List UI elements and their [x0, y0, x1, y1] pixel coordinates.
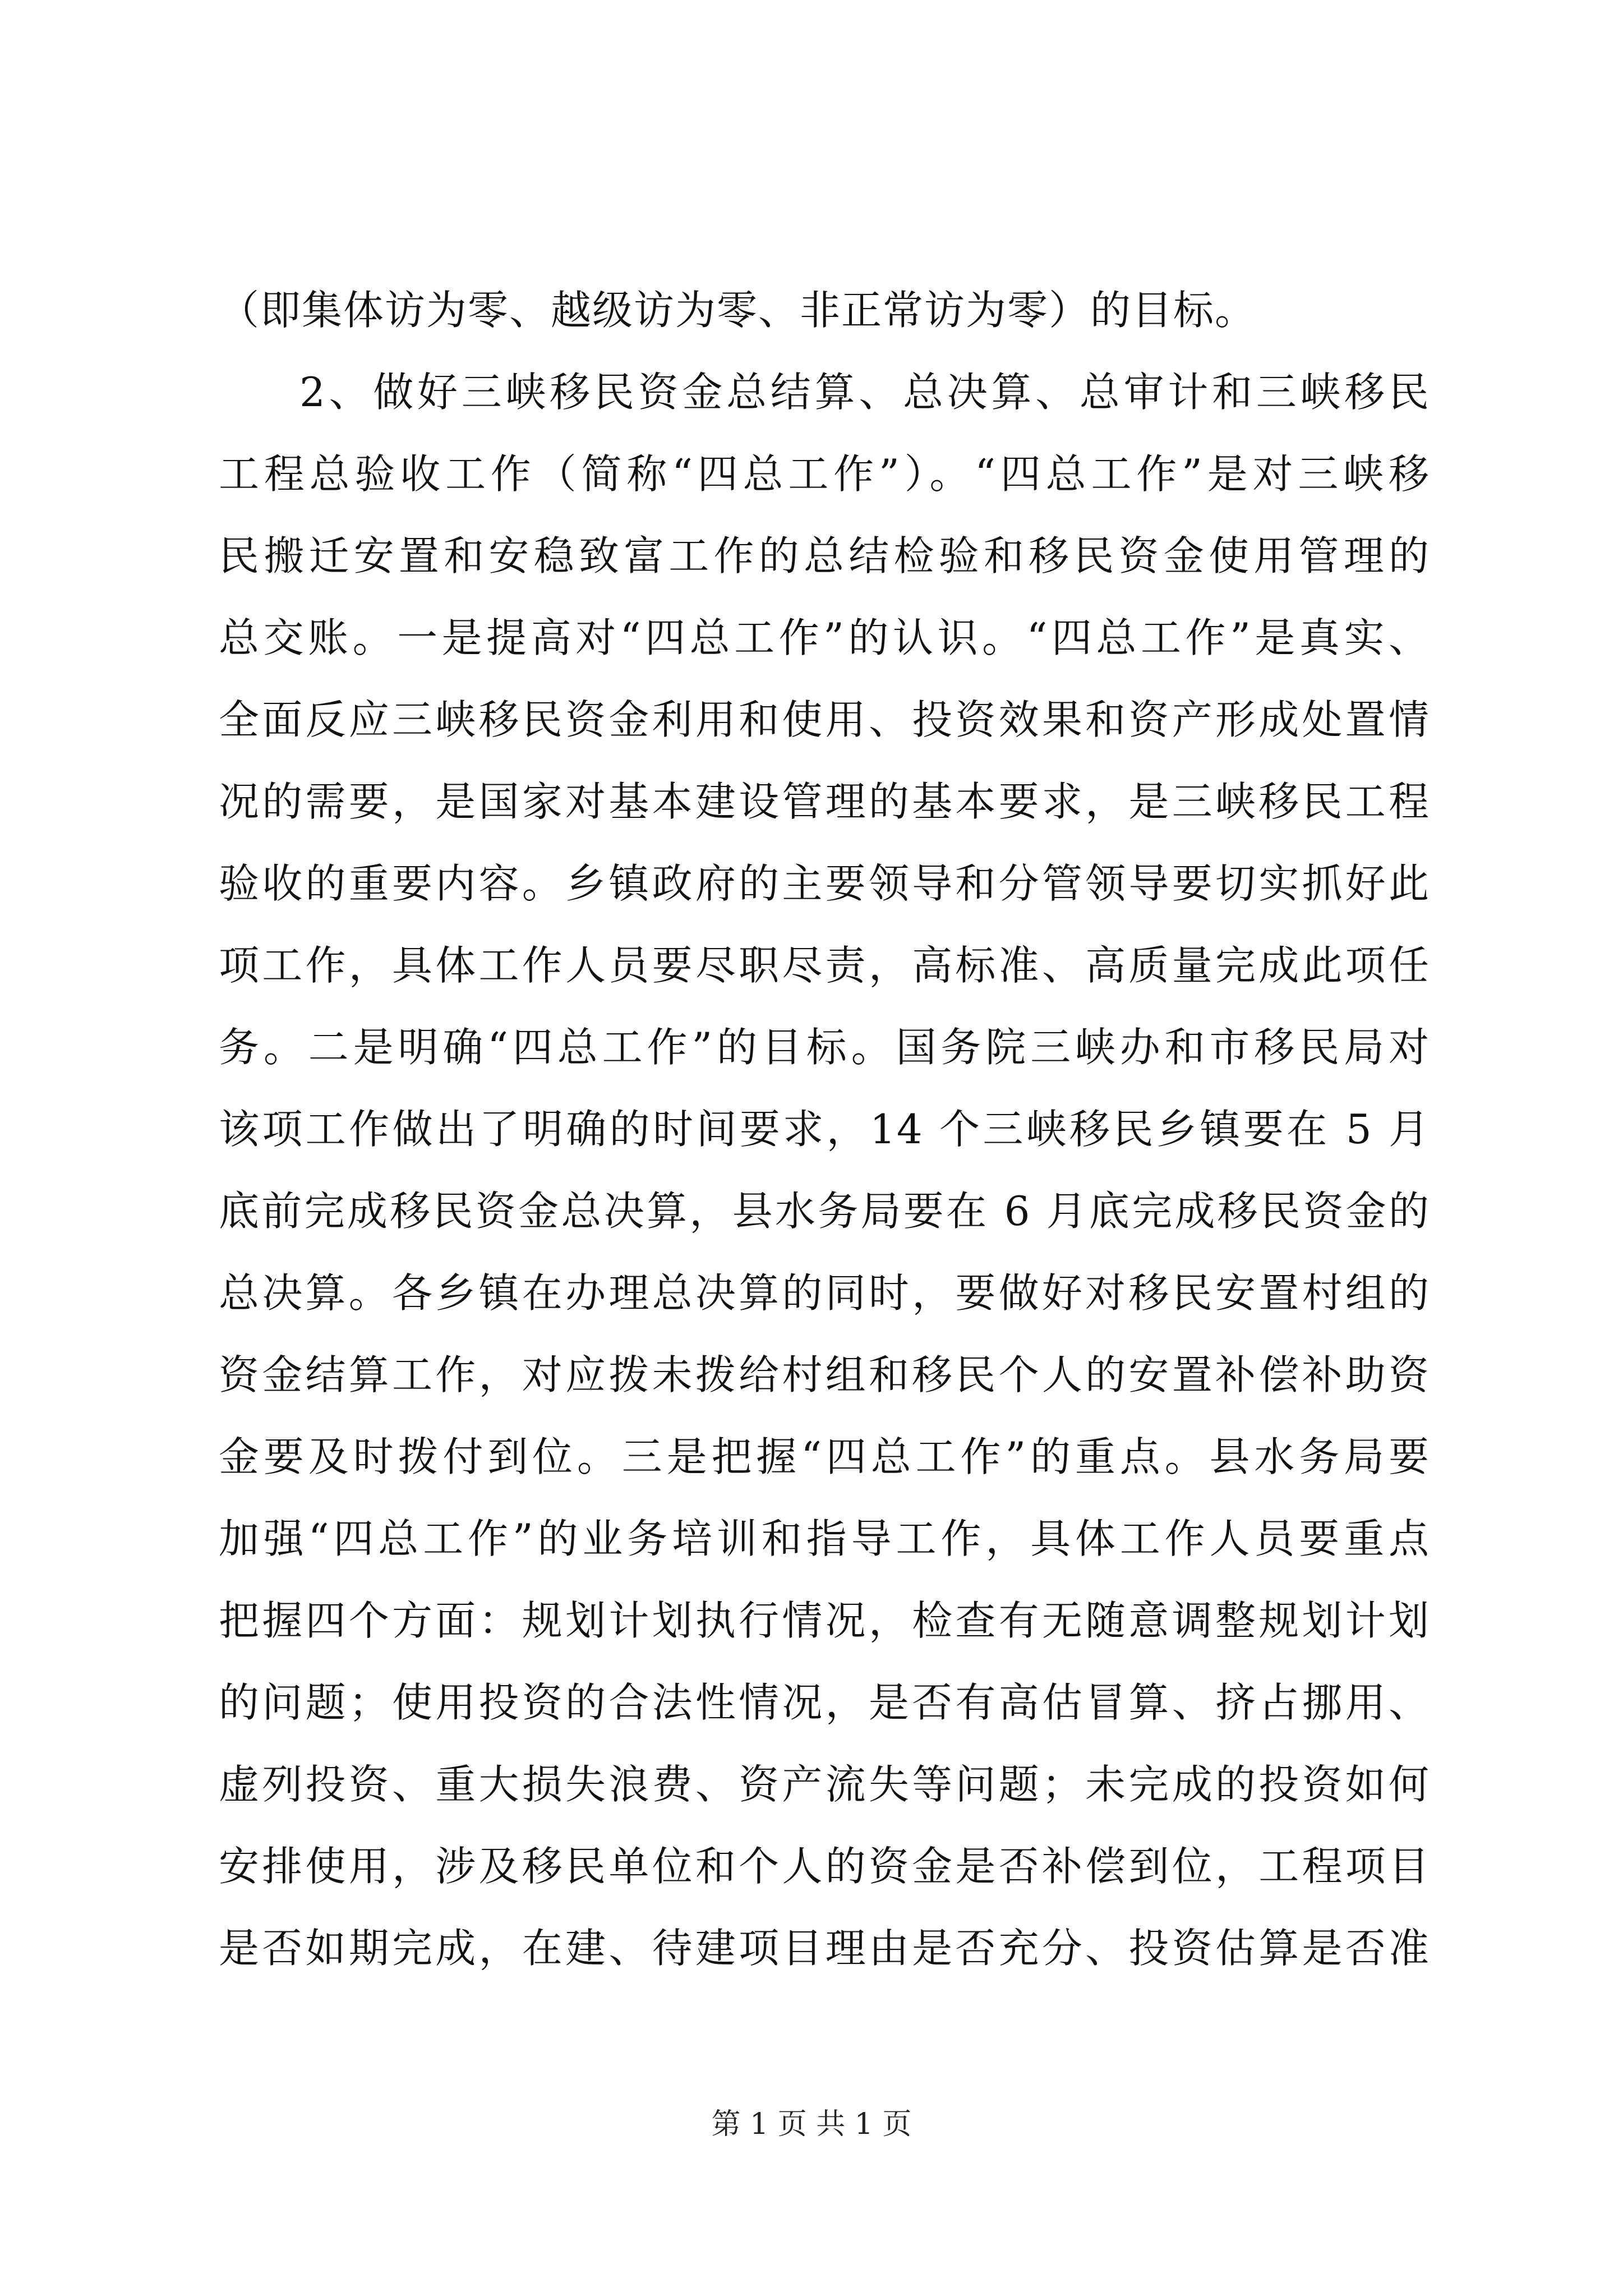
text-line: 虚列投资、重大损失浪费、资产流失等问题；未完成的投资如何 — [219, 1761, 1430, 1808]
text-line: 的问题；使用投资的合法性情况，是否有高估冒算、挤占挪用、 — [219, 1679, 1430, 1726]
text-line: 金要及时拨付到位。三是把握“四总工作”的重点。县水务局要 — [219, 1433, 1430, 1480]
text-line: 安排使用，涉及移民单位和个人的资金是否补偿到位，工程项目 — [219, 1843, 1430, 1890]
text-line: 全面反应三峡移民资金利用和使用、投资效果和资产形成处置情 — [219, 696, 1430, 743]
text-line: 民搬迁安置和安稳致富工作的总结检验和移民资金使用管理的 — [219, 532, 1430, 579]
text-line: 务。二是明确“四总工作”的目标。国务院三峡办和市移民局对 — [219, 1024, 1430, 1071]
text-line: 况的需要，是国家对基本建设管理的基本要求，是三峡移民工程 — [219, 778, 1430, 825]
text-line: 是否如期完成，在建、待建项目理由是否充分、投资估算是否准 — [219, 1925, 1430, 1972]
text-line: 资金结算工作，对应拨未拨给村组和移民个人的安置补偿补助资 — [219, 1351, 1430, 1398]
text-line: （即集体访为零、越级访为零、非正常访为零）的目标。 — [219, 287, 1257, 334]
text-line: 加强“四总工作”的业务培训和指导工作，具体工作人员要重点 — [219, 1515, 1430, 1562]
page-footer: 第 1 页 共 1 页 — [711, 2108, 912, 2141]
text-line: 把握四个方面：规划计划执行情况，检查有无随意调整规划计划 — [219, 1597, 1430, 1644]
text-line: 总交账。一是提高对“四总工作”的认识。“四总工作”是真实、 — [219, 614, 1430, 661]
document-body — [219, 269, 1430, 1989]
text-line: 底前完成移民资金总决算，县水务局要在 6 月底完成移民资金的 — [219, 1188, 1430, 1235]
text-line: 工程总验收工作（简称“四总工作”）。“四总工作”是对三峡移 — [219, 450, 1430, 498]
text-line: 该项工作做出了明确的时间要求，14 个三峡移民乡镇要在 5 月 — [219, 1106, 1430, 1153]
text-line: 总决算。各乡镇在办理总决算的同时，要做好对移民安置村组的 — [219, 1269, 1430, 1317]
text-line: 验收的重要内容。乡镇政府的主要领导和分管领导要切实抓好此 — [219, 860, 1430, 907]
text-line: 项工作，具体工作人员要尽职尽责，高标准、高质量完成此项任 — [219, 942, 1430, 989]
text-line: 2、做好三峡移民资金总结算、总决算、总审计和三峡移民 — [299, 369, 1430, 416]
